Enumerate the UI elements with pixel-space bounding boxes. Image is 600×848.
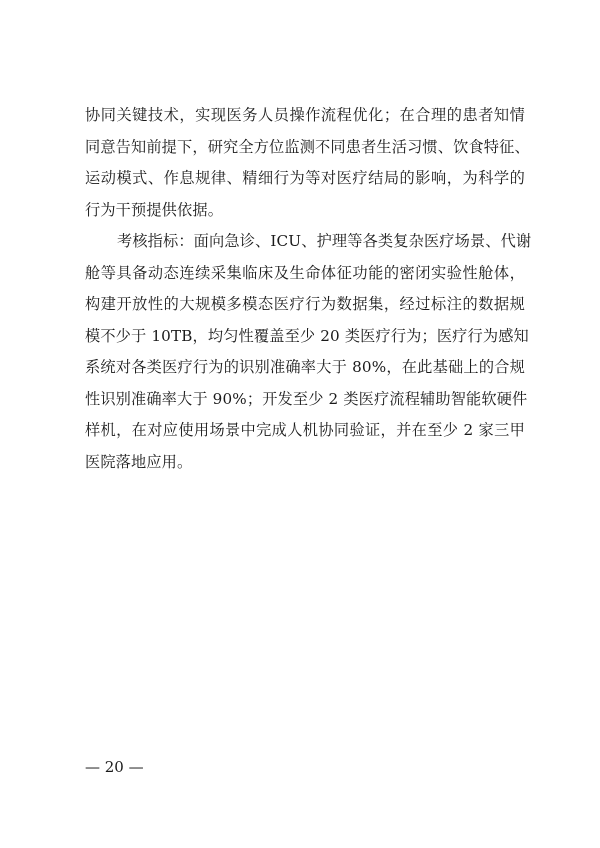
paragraph-continued	[85, 100, 530, 226]
text-line: 运动模式、作息规律、精细行为等对医疗结局的影响，为科学的	[85, 169, 525, 187]
text-line: 样机，在对应使用场景中完成人机协同验证，并在至少 2 家三甲	[85, 421, 525, 439]
paragraph-assessment-indicators	[85, 226, 532, 478]
text-line: 模不少于 10TB，均匀性覆盖至少 20 类医疗行为；医疗行为感知	[85, 326, 529, 345]
text-line: 协同关键技术，实现医务人员操作流程优化；在合理的患者知情	[85, 106, 525, 124]
text-line: 同意告知前提下，研究全方位监测不同患者生活习惯、饮食特征、	[85, 137, 530, 156]
text-line: 构建开放性的大规模多模态医疗行为数据集，经过标注的数据规	[85, 295, 525, 313]
text-line: 考核指标：面向急诊、ICU、护理等各类复杂医疗场景、代谢	[117, 232, 532, 250]
body-text	[85, 100, 532, 478]
text-line: 系统对各类医疗行为的识别准确率大于 80%，在此基础上的合规	[85, 358, 525, 376]
page-number: — 20 —	[85, 758, 144, 776]
text-line: 医院落地应用。	[85, 452, 193, 471]
text-line: 性识别准确率大于 90%；开发至少 2 类医疗流程辅助智能软硬件	[85, 389, 528, 408]
text-line: 行为干预提供依据。	[85, 200, 224, 219]
text-line: 舱等具备动态连续采集临床及生命体征功能的密闭实验性舱体，	[85, 263, 525, 282]
